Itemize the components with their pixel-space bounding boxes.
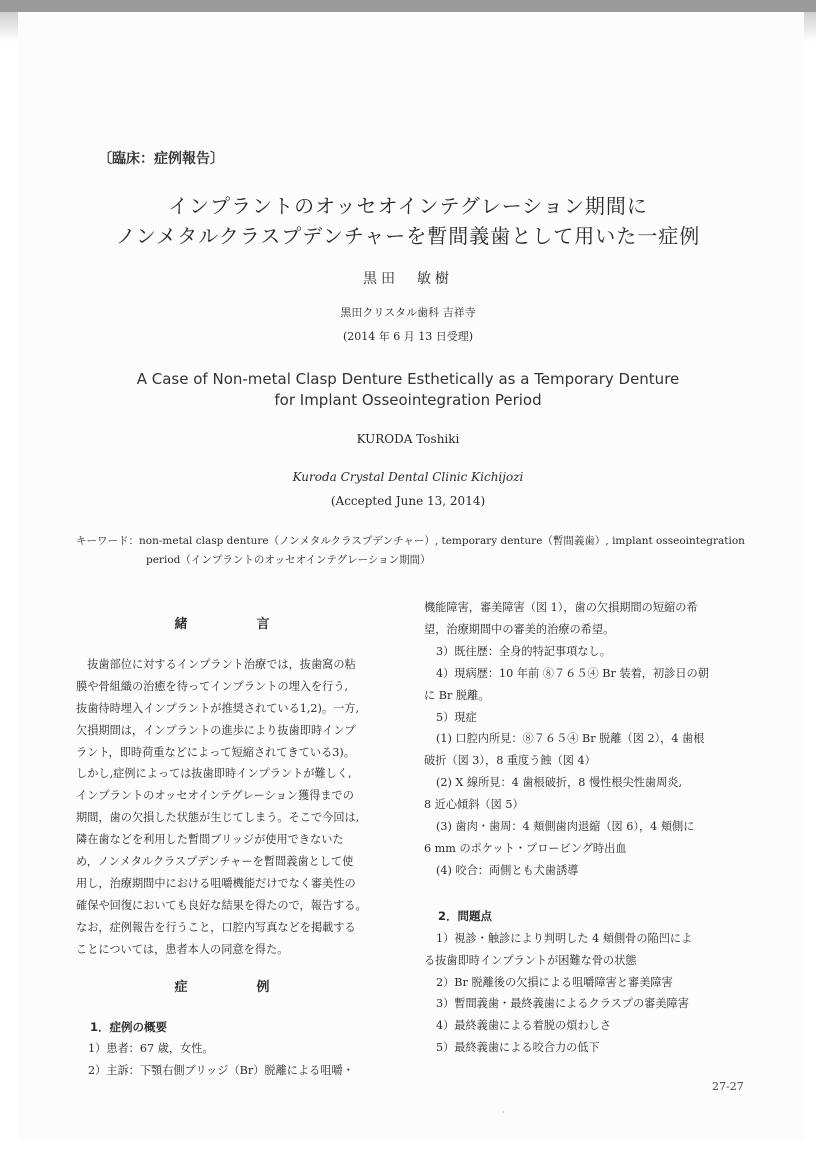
- received-date-jp: (2014 年 6 月 13 日受理): [342, 330, 474, 343]
- affiliation-jp: 黒田クリスタル歯科 吉祥寺: [340, 306, 476, 319]
- case-line: 4）現病歴：10 年前 ⑧７６５④ Br 装着，初診日の朝: [436, 666, 709, 680]
- case-line: に Br 脱離。: [424, 688, 490, 702]
- intro-line: 確保や回復においても良好な結果を得たので，報告する。: [76, 898, 367, 912]
- right-column: [424, 597, 750, 1059]
- intro-line: 抜歯部位に対するインプラント治療では，抜歯窩の粘: [87, 657, 356, 671]
- intro-line: ラント，即時荷重などによって短縮されてきている3)。: [76, 745, 355, 759]
- intro-line: ことについては，患者本人の同意を得た。: [76, 942, 289, 956]
- keywords-line-1: キーワード：non-metal clasp denture（ノンメタルクラスプデンチャー）, temporary denture（暫間義歯）, implant osseointegration: [76, 535, 745, 547]
- scan-top-edge: [0, 0, 816, 12]
- problem-line: る抜歯即時インプラントが困難な骨の状態: [424, 953, 637, 967]
- intro-line: 隣在歯などを利用した暫間ブリッジが使用できないた: [76, 833, 344, 847]
- case-line: (3) 歯肉・歯周：4 頬側歯肉退縮（図 6），4 頬側に: [436, 820, 695, 834]
- intro-line: 欠損期間は，インプラントの進歩により抜歯即時インプ: [76, 723, 356, 737]
- article-category: 〔臨床：症例報告〕: [98, 151, 224, 167]
- author-jp: 黒田 敏樹: [363, 271, 453, 287]
- case-line: (4) 咬合：両側とも犬歯誘導: [436, 863, 579, 877]
- problem-line: 5）最終義歯による咬合力の低下: [436, 1041, 600, 1055]
- affiliation-en: Kuroda Crystal Dental Clinic Kichijozi: [292, 470, 524, 484]
- intro-line: め，ノンメタルクラスプデンチャーを暫間義歯として使: [76, 855, 354, 869]
- keywords: [76, 532, 776, 570]
- intro-heading: 緒 言: [174, 617, 298, 632]
- title-en-line-2: for Implant Osseointegration Period: [274, 391, 542, 409]
- scan-speck: ·: [502, 1108, 505, 1117]
- author-en: KURODA Toshiki: [356, 432, 460, 446]
- case-line: 6 mm のポケット・プロービング時出血: [424, 841, 627, 855]
- problem-line: 3）暫間義歯・最終義歯によるクラスプの審美障害: [436, 997, 689, 1011]
- problem-line: 1）視診・触診により判明した 4 頬側骨の陥凹によ: [436, 931, 693, 945]
- case-item: 2）主訴：下顎右側ブリッジ（Br）脱離による咀嚼・: [88, 1064, 354, 1078]
- title-jp-line-1: インプラントのオッセオインテグレーション期間に: [168, 194, 648, 218]
- intro-line: 膜や骨組織の治癒を待ってインプラントの埋入を行う,: [76, 679, 349, 693]
- case-line: (1) 口腔内所見：⑧７６５④ Br 脱離（図 2），4 歯根: [436, 732, 705, 746]
- keywords-line-2: period（インプラントのオッセオインテグレーション期間）: [146, 554, 431, 566]
- intro-line: しかし,症例によっては抜歯即時インプラントが難しく,: [76, 767, 352, 781]
- case-line: 3）既往歴：全身的特記事項なし。: [436, 644, 611, 658]
- intro-line: 期間，歯の欠損した状態が生じてしまう。そこで今回は,: [76, 811, 360, 825]
- case-line: 破折（図 3），8 重度う蝕（図 4）: [424, 754, 596, 768]
- case-line: 機能障害，審美障害（図 1），歯の欠損期間の短縮の希: [424, 601, 698, 614]
- case-line: 5）現症: [436, 710, 477, 724]
- case-heading: 症 例: [174, 979, 298, 995]
- intro-line: なお，症例報告を行うこと，口腔内写真などを掲載する: [76, 920, 356, 934]
- intro-line: 用し，治療期間中における咀嚼機能だけでなく審美性の: [76, 876, 356, 890]
- left-column: [76, 610, 396, 1082]
- case-line: 8 近心傾斜（図 5）: [424, 798, 524, 812]
- intro-line: 抜歯待時埋入インプラントが推奨されている1,2)。一方,: [76, 701, 360, 715]
- problem-line: 2）Br 脱離後の欠損による咀嚼障害と審美障害: [436, 975, 673, 989]
- title-jp-line-2: ノンメタルクラスプデンチャーを暫間義歯として用いた一症例: [115, 224, 701, 248]
- accepted-date-en: (Accepted June 13, 2014): [330, 494, 486, 508]
- problem-line: 4）最終義歯による着脱の煩わしさ: [436, 1019, 611, 1033]
- case-subheading: 1．症例の概要: [90, 1019, 168, 1034]
- case-line: (2) X 線所見：4 歯根破折，8 慢性根尖性歯周炎,: [436, 776, 683, 790]
- intro-line: インプラントのオッセオインテグレーション獲得までの: [76, 789, 354, 803]
- case-line: 望，治療期間中の審美的治療の希望。: [424, 622, 615, 636]
- case-item: 1）患者：67 歳，女性。: [88, 1042, 214, 1056]
- title-en-line-1: A Case of Non-metal Clasp Denture Esthetically as a Temporary Denture: [136, 370, 680, 388]
- page-number: 27-27: [712, 1080, 744, 1093]
- problems-heading: 2．問題点: [438, 908, 493, 923]
